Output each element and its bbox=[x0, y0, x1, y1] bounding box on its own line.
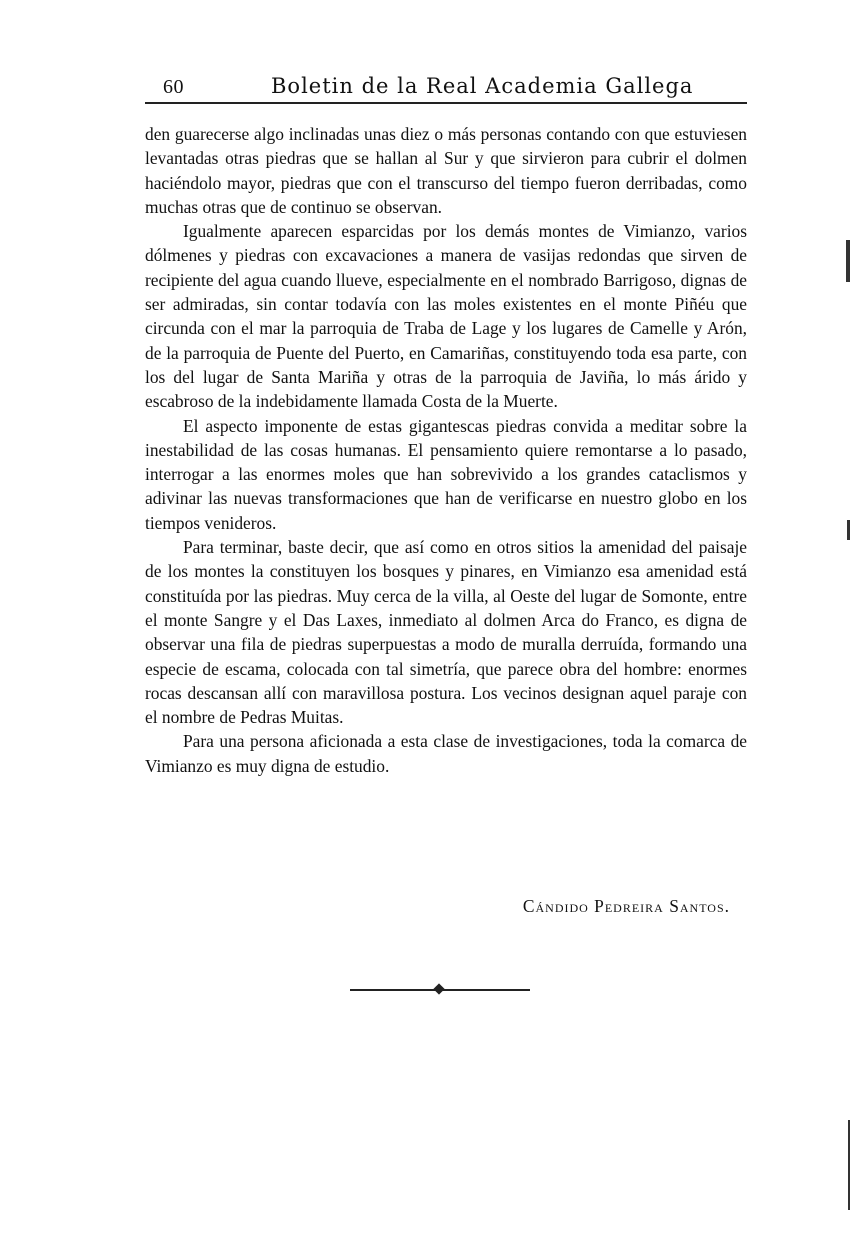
running-title: Boletin de la Real Academia Gallega bbox=[271, 74, 694, 98]
paragraph-aspecto: El aspecto imponente de estas gigantescas piedras convida a meditar sobre la inestabilidad de las cosas humanas. El pensamiento quiere remontarse a lo pasado, interrogar a las enormes moles que han sobrevivido a los grandes cataclismos y adivinar las nuevas transformaciones que han de verificarse en nuestro globo en los tiempos venideros. bbox=[145, 415, 747, 533]
paragraph-continuation: den guarecerse algo inclinadas unas diez o más personas contando con que estuviesen levantadas otras piedras que se hallan al Sur y que sirvieron para cubrir el dolmen haciéndolo mayor, piedras que con el transcurso del tiempo fueron derribadas, como muchas otras que de continuo se observan. bbox=[145, 124, 747, 217]
author-signature: Cándido Pedreira Santos. bbox=[522, 896, 730, 916]
page-edge-mark bbox=[846, 240, 850, 282]
page-header bbox=[145, 72, 747, 102]
header-rule bbox=[145, 102, 747, 104]
paragraph-dolmenes: Igualmente aparecen esparcidas por los demás montes de Vimianzo, varios dólmenes y piedras con excavaciones a manera de vasijas redondas que sirven de recipiente del agua cuando llueve, especialmente en el nombrado Barrigoso, dignas de ser admiradas, sin contar todavía con las moles existentes en el monte Piñéu que circunda con el mar la parroquia de Traba de Lage y los lugares de Camelle y Arón, de la parroquia de Puente del Puerto, en Camariñas, constituyendo toda esa parte, con los del lugar de Santa Mariña y otras de la parroquia de Javiña, lo más árido y escabroso de la indebidamente llamada Costa de la Muerte. bbox=[145, 221, 747, 412]
paragraph-conclusion: Para una persona aficionada a esta clase de investigaciones, toda la comarca de Vimianzo es muy digna de estudio. bbox=[145, 731, 747, 776]
ornament-diamond-icon bbox=[433, 983, 444, 994]
paragraph-terminar: Para terminar, baste decir, que así como en otros sitios la amenidad del paisaje de los montes la constituyen los bosques y pinares, en Vimianzo esa amenidad está constituída por las piedras. Muy cerca de la villa, al Oeste del lugar de Somonte, entre el monte Sangre y el Das Laxes, inmediato al dolmen Arca do Franco, es digna de observar una fila de piedras superpuestas a modo de muralla derruída, formando una especie de escama, colocada con tal simetría, que parece obra del hombre: enormes rocas descansan allí con maravillosa postura. Los vecinos designan aquel paraje con el nombre de Pedras Muitas. bbox=[145, 537, 747, 728]
closing-ornament bbox=[350, 985, 530, 995]
body-text bbox=[145, 122, 747, 778]
page-number: 60 bbox=[163, 76, 184, 98]
